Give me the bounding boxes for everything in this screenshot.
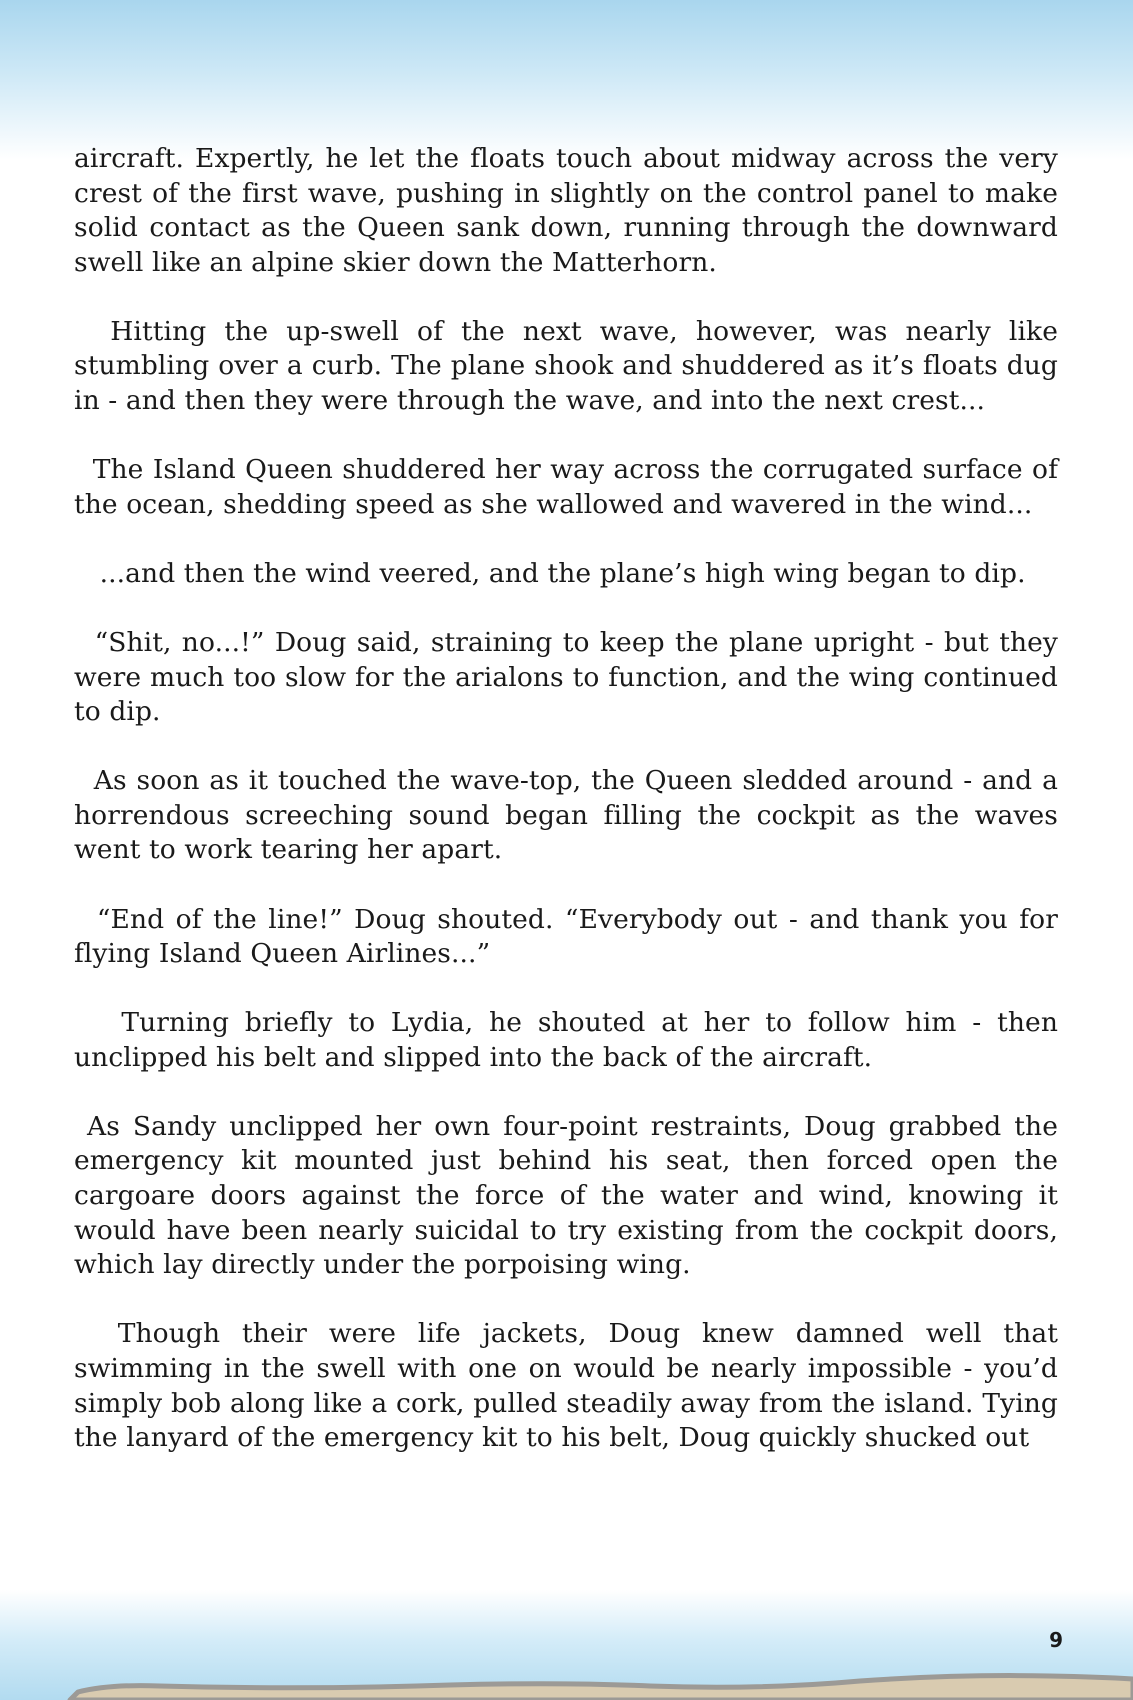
paragraph: Hitting the up-swell of the next wave, however, was nearly like stumbling over a curb. The plane shook and shuddered as it’s floats dug in - and then they were through the wave, and into the next crest... — [74, 315, 1058, 417]
paragraph: “Shit, no...!” Doug said, straining to keep the plane upright - but they were much too slow for the arialons to function, and the wing continued to dip. — [74, 626, 1058, 728]
paragraph: “End of the line!” Doug shouted. “Everybody out - and thank you for flying Island Queen Airlines...” — [74, 903, 1058, 970]
paragraph: Turning briefly to Lydia, he shouted at her to follow him - then unclipped his belt and slipped into the back of the aircraft. — [74, 1007, 1058, 1073]
paragraph: ...and then the wind veered, and the plane’s high wing began to dip. — [74, 557, 1026, 589]
paragraph: As soon as it touched the wave-top, the Queen sledded around - and a horrendous screeching sound began filling the cockpit as the waves went to work tearing her apart. — [74, 765, 1058, 866]
sky-gradient-top — [0, 0, 1133, 160]
sand-dune-illustration — [0, 1640, 1133, 1700]
paragraph: The Island Queen shuddered her way across the corrugated surface of the ocean, shedding speed as she wallowed and wavered in the wind... — [74, 454, 1058, 520]
paragraph: aircraft. Expertly, he let the floats touch about midway across the very crest of the first wave, pushing in slightly on the control panel to make solid contact as the Queen sank down, running through the downward swell like an alpine skier down the Matterhorn. — [74, 143, 1058, 278]
paragraph: Though their were life jackets, Doug knew damned well that swimming in the swell with one on would be nearly impossible - you’d simply bob along like a cork, pulled steadily away from the island. Tying the lanyard of the emergency kit to his belt, Doug quickly shucked out — [74, 1318, 1058, 1454]
body-text — [74, 142, 1058, 1490]
paragraph: As Sandy unclipped her own four-point restraints, Doug grabbed the emergency kit mounted just behind his seat, then forced open the cargoare doors against the force of the water and wind, knowing it would have been nearly suicidal to try existing from the cockpit doors, which lay directly under the porpoising wing. — [74, 1110, 1058, 1281]
page-number: 9 — [1049, 1628, 1063, 1652]
